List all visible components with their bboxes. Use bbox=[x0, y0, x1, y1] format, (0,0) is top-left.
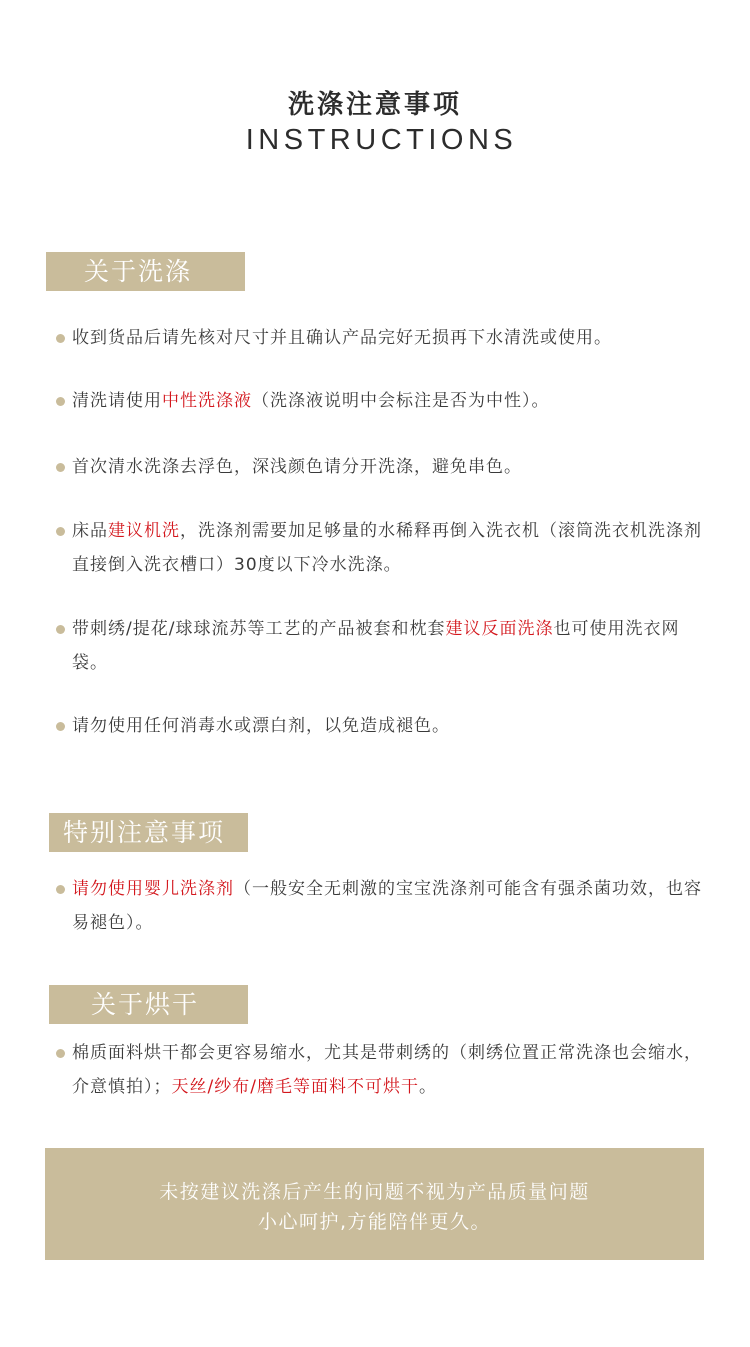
list-item bbox=[56, 872, 706, 940]
item-text: （一般安全无刺激的宝宝洗涤剂可能含有强杀菌功效，也容易褪色）。 bbox=[72, 879, 702, 933]
item-text: 也可使用洗衣网袋。 bbox=[72, 619, 680, 673]
bullet-dot-icon bbox=[56, 397, 65, 406]
list-item bbox=[56, 709, 706, 743]
item-text: 请勿使用任何消毒水或漂白剂，以免造成褪色。 bbox=[72, 716, 450, 736]
section-header-washing: 关于洗涤 bbox=[46, 252, 245, 291]
bullet-dot-icon bbox=[56, 463, 65, 472]
item-text: 床品 bbox=[72, 521, 108, 541]
item-text: 首次清水洗涤去浮色，深浅颜色请分开洗涤，避免串色。 bbox=[72, 457, 522, 477]
section-header-drying: 关于烘干 bbox=[49, 985, 248, 1024]
page-title-en: INSTRUCTIONS bbox=[245, 124, 518, 156]
highlight-text: 请勿使用婴儿洗涤剂 bbox=[72, 879, 234, 899]
highlight-text: 建议反面洗涤 bbox=[445, 619, 554, 639]
list-item bbox=[56, 321, 706, 355]
bullet-dot-icon bbox=[56, 885, 65, 894]
footer-line-2: 小心呵护,方能陪伴更久。 bbox=[257, 1211, 492, 1233]
item-text: （洗涤液说明中会标注是否为中性）。 bbox=[252, 391, 550, 411]
bullet-dot-icon bbox=[56, 1049, 65, 1058]
footer-notice bbox=[45, 1148, 704, 1260]
item-text: 清洗请使用 bbox=[72, 391, 162, 411]
highlight-text: 建议机洗 bbox=[108, 521, 180, 541]
list-item bbox=[56, 612, 706, 680]
bullet-dot-icon bbox=[56, 527, 65, 536]
page-title-cn: 洗涤注意事项 bbox=[287, 90, 462, 120]
bullet-dot-icon bbox=[56, 722, 65, 731]
list-item bbox=[56, 384, 706, 418]
highlight-text: 天丝/纱布/磨毛等面料不可烘干 bbox=[171, 1077, 419, 1097]
highlight-text: 中性洗涤液 bbox=[162, 391, 252, 411]
item-text: ，洗涤剂需要加足够量的水稀释再倒入洗衣机（滚筒洗衣机洗涤剂直接倒入洗衣槽口）30度以下冷水洗涤。 bbox=[72, 521, 702, 575]
bullet-dot-icon bbox=[56, 334, 65, 343]
item-text: 。 bbox=[418, 1077, 437, 1097]
list-item bbox=[56, 1036, 706, 1104]
item-text: 带刺绣/提花/球球流苏等工艺的产品被套和枕套 bbox=[72, 619, 446, 639]
item-text: 收到货品后请先核对尺寸并且确认产品完好无损再下水清洗或使用。 bbox=[72, 328, 612, 348]
item-text: 棉质面料烘干都会更容易缩水，尤其是带刺绣的（刺绣位置正常洗涤也会缩水，介意慎拍）； bbox=[72, 1043, 702, 1097]
footer-line-1: 未按建议洗涤后产生的问题不视为产品质量问题 bbox=[159, 1181, 590, 1203]
bullet-dot-icon bbox=[56, 625, 65, 634]
list-item bbox=[56, 450, 706, 484]
section-header-special-notes: 特别注意事项 bbox=[49, 813, 248, 852]
list-item bbox=[56, 514, 706, 582]
